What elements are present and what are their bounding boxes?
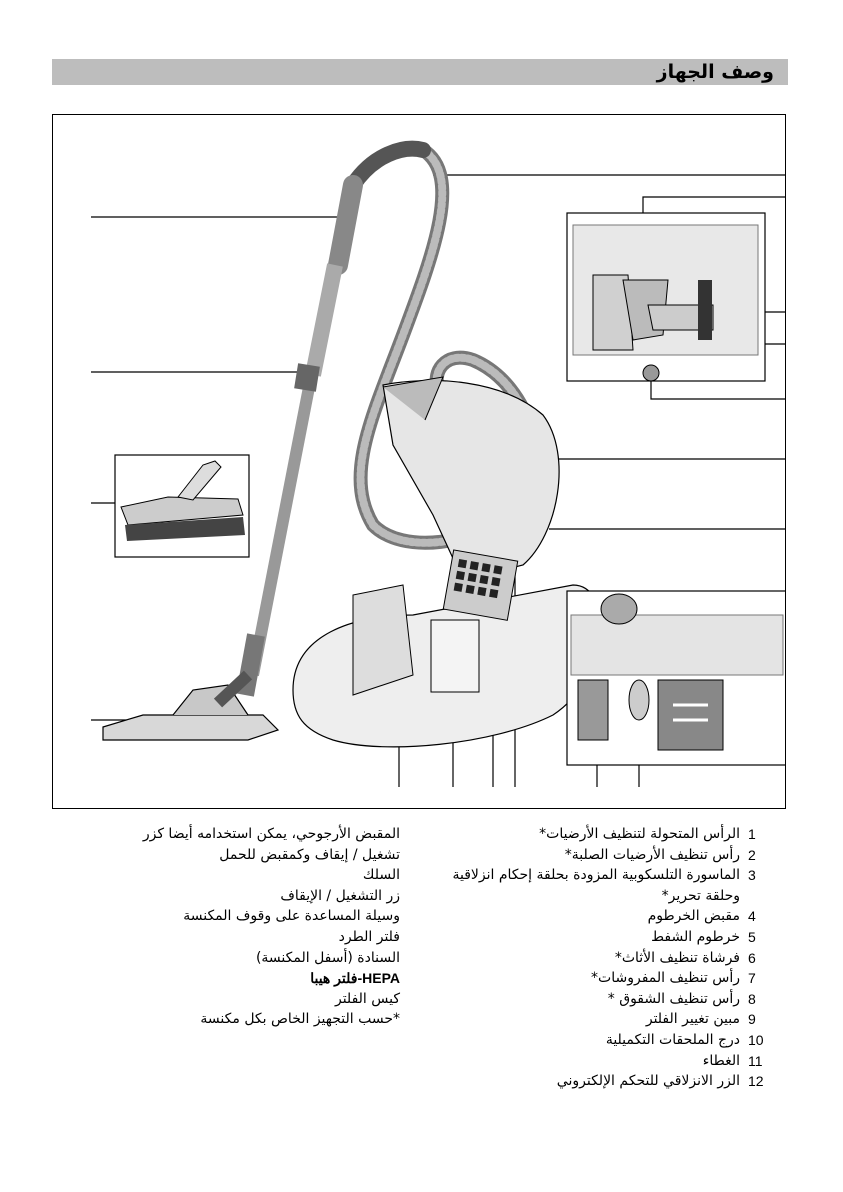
legend-item: 1 الرأس المتحولة لتنظيف الأرضيات* [539,826,756,842]
legend-item: 2 رأس تنظيف الأرضيات الصلبة* [564,846,756,863]
legend-item: 10 درج الملحقات التكميلية [605,1031,764,1048]
legend-item: 6 فرشاة تنظيف الأثاث* [614,949,756,966]
legend-item: تشغيل / إيقاف وكمقبض للحمل [219,846,400,863]
legend-footnote: *حسب التجهيز الخاص بكل مكنسة [200,1011,400,1028]
legend-item: 11 الغطاء [702,1052,763,1069]
legend-item: زر التشغيل / الإيقاف [280,887,400,904]
legend-item: فلتر الطرد [338,928,400,945]
legend-item: كيس الفلتر [334,990,400,1007]
legend-item: المقبض الأرجوحي، يمكن استخدامه أيضا كزر [142,826,400,842]
vacuum-diagram-frame [52,114,786,809]
legend-item: السلك [362,867,400,884]
legend-left [60,824,410,1030]
legend-right [430,824,770,1092]
vacuum-cleaner-illustration [53,115,786,809]
legend-item: HEPA-فلتر هيبا [310,970,400,987]
legend-item: وسيلة المساعدة على وقوف المكنسة [183,908,400,925]
section-header [52,59,788,85]
legend-item: 8 رأس تنظيف الشقوق * [607,990,756,1007]
legend-item: السنادة (أسفل المكنسة) [255,949,400,966]
legend-item: 3 الماسورة التلسكوبية المزودة بحلقة إحكام انزلاقية [452,867,756,884]
legend-item: 12 الزر الانزلاقي للتحكم الإلكتروني [556,1073,764,1090]
legend-item: 4 مقبض الخرطوم [647,908,756,925]
legend-item: 9 مبين تغيير الفلتر [645,1011,756,1028]
legend-item: 7 رأس تنظيف المفروشات* [591,970,756,987]
legend-item: وحلقة تحرير* [661,887,740,904]
legend-item: 5 خرطوم الشفط [651,928,756,945]
page-title: وصف الجهاز [656,61,774,83]
